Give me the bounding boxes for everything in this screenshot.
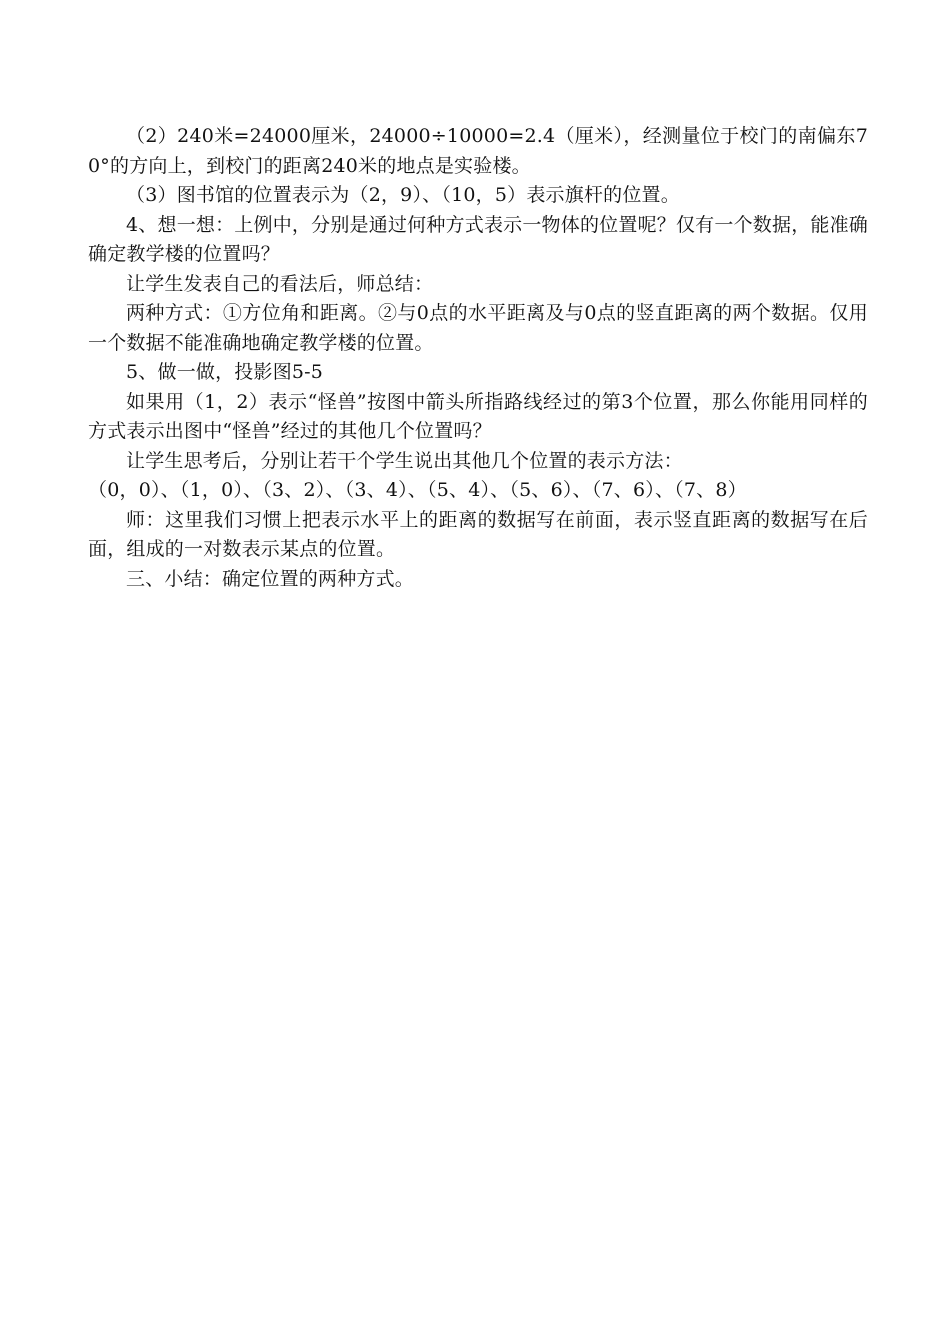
paragraph-measurement: （2）240米=24000厘米，24000÷10000=2.4（厘米），经测量位于校门的南偏东70°的方向上，到校门的距离240米的地点是实验楼。 — [88, 125, 868, 177]
paragraph-monster-question: 如果用（1，2）表示“怪兽”按图中箭头所指路线经过的第3个位置，那么你能用同样的方式表示出图中“怪兽”经过的其他几个位置吗？ — [88, 390, 868, 442]
paragraph-library-position: （3）图书馆的位置表示为（2，9）、（10，5）表示旗杆的位置。 — [126, 184, 680, 206]
paragraph-teacher-note: 师：这里我们习惯上把表示水平上的距离的数据写在前面，表示竖直距离的数据写在后面，组成的一对数表示某点的位置。 — [88, 508, 868, 560]
paragraph-think: 4、想一想：上例中，分别是通过何种方式表示一物体的位置呢？仅有一个数据，能准确确定教学楼的位置吗？ — [88, 213, 868, 265]
paragraph-student-views: 让学生发表自己的看法后，师总结： — [126, 272, 434, 295]
paragraph-exercise: 5、做一做，投影图5-5 — [126, 361, 324, 383]
paragraph-coordinate-list: （0，0）、（1，0）、（3、2）、（3、4）、（5、4）、（5、6）、（7、6）、（7、8） — [88, 479, 747, 501]
paragraph-two-methods: 两种方式：①方位角和距离。②与0点的水平距离及与0点的竖直距离的两个数据。仅用一个数据不能准确地确定教学楼的位置。 — [88, 302, 868, 354]
paragraph-student-answers: 让学生思考后，分别让若干个学生说出其他几个位置的表示方法： — [126, 449, 683, 472]
paragraph-summary: 三、小结：确定位置的两种方式。 — [126, 567, 415, 590]
document-body — [88, 122, 868, 594]
